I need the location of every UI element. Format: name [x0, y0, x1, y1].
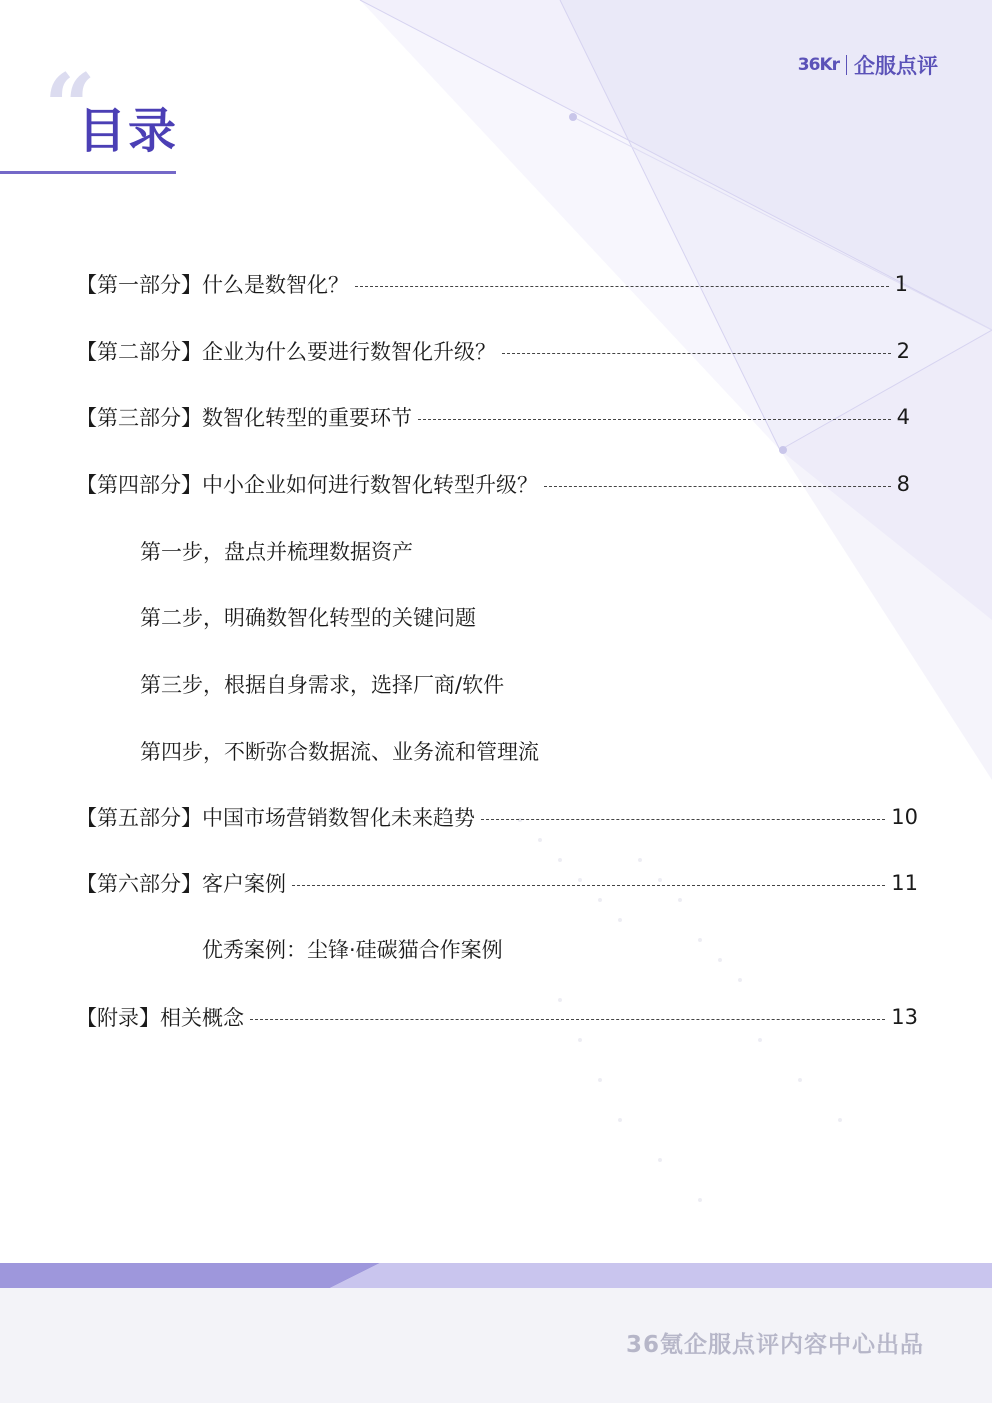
toc-page-number: 11 [891, 871, 918, 895]
toc-step-3[interactable]: 第三步，根据自身需求，选择厂商/软件 [140, 673, 505, 697]
toc-entry-label: 【第六部分】客户案例 [76, 872, 286, 896]
toc-page-number: 8 [896, 472, 910, 496]
toc-entry-label: 【第五部分】中国市场营销数智化未来趋势 [76, 806, 475, 830]
toc-entry-label: 【第一部分】什么是数智化？ [76, 273, 349, 297]
toc-step-1[interactable]: 第一步，盘点并梳理数据资产 [140, 540, 413, 564]
toc-leader [250, 1019, 885, 1020]
toc-case-example[interactable]: 优秀案例：尘锋·硅碳猫合作案例 [202, 938, 503, 962]
toc-page-number: 1 [894, 272, 908, 296]
toc-step-2[interactable]: 第二步，明确数智化转型的关键问题 [140, 606, 476, 630]
toc-entry-label: 【附录】相关概念 [76, 1006, 244, 1030]
toc-page-number: 13 [891, 1005, 918, 1029]
toc-leader [292, 885, 885, 886]
toc-leader [481, 819, 885, 820]
toc-leader [418, 419, 891, 420]
toc-entry-label: 【第三部分】数智化转型的重要环节 [76, 406, 412, 430]
toc-step-4[interactable]: 第四步，不断弥合数据流、业务流和管理流 [140, 740, 539, 764]
toc-page-number: 2 [896, 339, 910, 363]
toc-entry-part1[interactable] [76, 269, 908, 299]
toc-page-number: 4 [896, 405, 910, 429]
quote-mark-icon: “ [44, 54, 96, 160]
toc-entry-part4[interactable] [76, 469, 910, 499]
brand-logo [798, 50, 938, 80]
toc-entry-part5[interactable] [76, 802, 918, 832]
page-title: 目录 [78, 103, 179, 159]
toc-entry-label: 【第二部分】企业为什么要进行数智化升级？ [76, 340, 496, 364]
toc-leader [544, 486, 891, 487]
logo-36kr: 36Kr [797, 55, 839, 75]
logo-brand-name: 企服点评 [854, 54, 938, 78]
toc-entry-part6[interactable] [76, 868, 918, 898]
logo-separator [846, 55, 847, 75]
footer-credit: 36氪企服点评内容中心出品 [625, 1332, 924, 1358]
toc-leader [502, 353, 891, 354]
toc-leader [355, 286, 889, 287]
toc-entry-part3[interactable] [76, 402, 910, 432]
toc-entry-appendix[interactable] [76, 1002, 918, 1032]
toc-page-number: 10 [891, 805, 918, 829]
toc-entry-label: 【第四部分】中小企业如何进行数智化转型升级？ [76, 473, 538, 497]
toc-entry-part2[interactable] [76, 336, 910, 366]
title-underline [0, 171, 176, 174]
